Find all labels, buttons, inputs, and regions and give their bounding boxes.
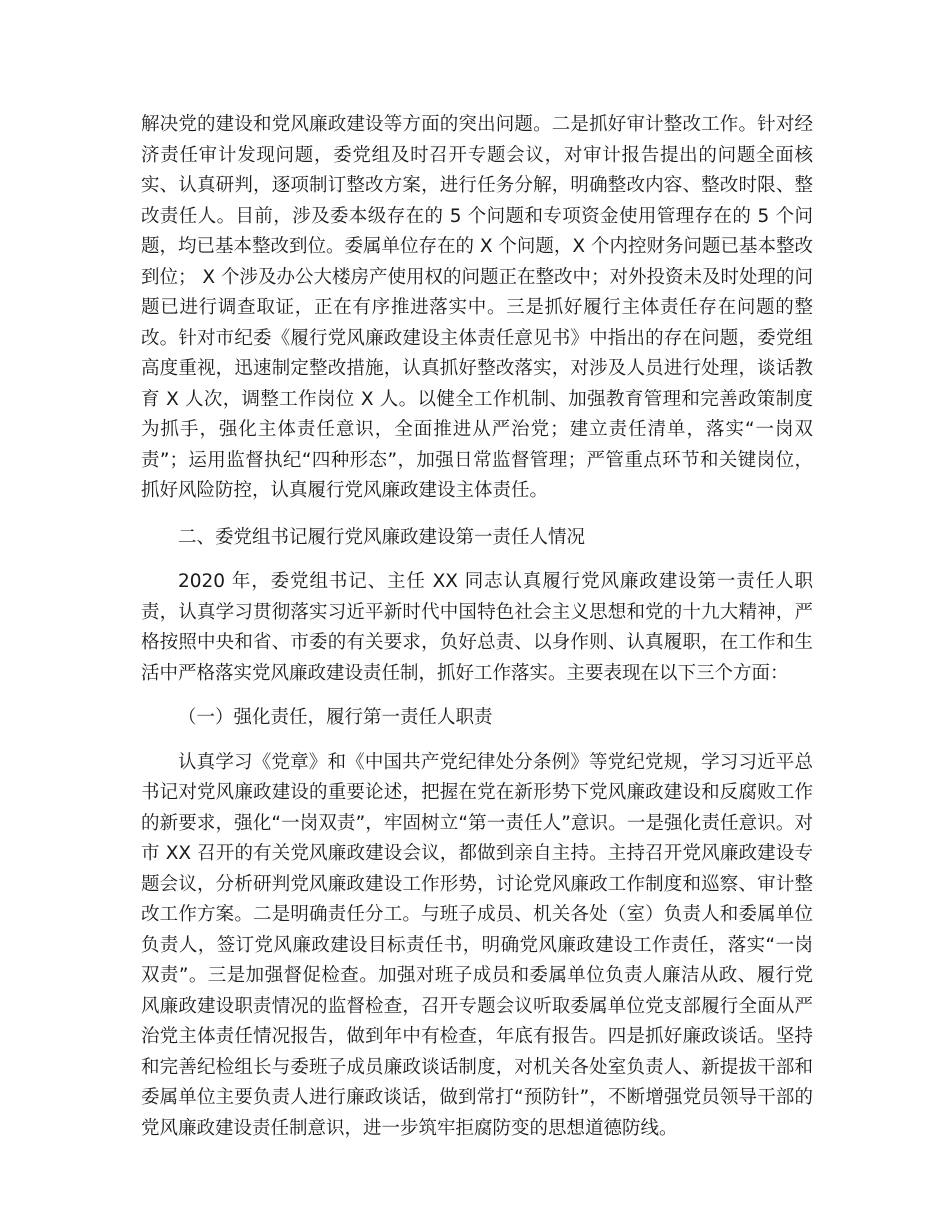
document-body (141, 110, 813, 1144)
section-heading: 二、委党组书记履行党风廉政建设第一责任人情况 (178, 526, 586, 548)
subsection-heading: （一）强化责任，履行第一责任人职责 (178, 707, 493, 728)
paragraph-continuation: 解决党的建设和党风廉政建设等方面的突出问题。二是抓好审计整改工作。针对经济责任审计发现问题，委党组及时召开专题会议，对审计报告提出的问题全面核实、认真研判，逐项制订整改方案，进行任务分解，明确整改内容、整改时限、整改责任人。目前，涉及委本级存在的 5 个问题和专项资金使用管理存在的 5 个问题，均已基本整改到位。委属单位存在的 X 个问题，X 个内控财务问题已基本整改到位； X 个涉及办公大楼房产使用权的问题正在整改中；对外投资未及时处理的问题已进行调查取证，正在有序推进落实中。三是抓好履行主体责任存在问题的整改。针对市纪委《履行党风廉政建设主体责任意见书》中指出的存在问题，委党组高度重视，迅速制定整改措施，认真抓好整改落实，对涉及人员进行处理，谈话教育 X 人次，调整工作岗位 X 人。以健全工作机制、加强教育管理和完善政策制度为抓手，强化主体责任意识，全面推进从严治党；建立责任清单，落实“一岗双责”；运用监督执纪“四种形态”，加强日常监督管理；严管重点环节和关键岗位，抓好风险防控，认真履行党风廉政建设主体责任。 (141, 114, 813, 501)
paragraph-subsection-body: 认真学习《党章》和《中国共产党纪律处分条例》等党纪党规，学习习近平总书记对党风廉政建设的重要论述，把握在党在新形势下党风廉政建设和反腐败工作的新要求，强化“一岗双责”，牢固树立“第一责任人”意识。一是强化责任意识。对市 XX 召开的有关党风廉政建设会议，都做到亲自主持。主持召开党风廉政建设专题会议，分析研判党风廉政建设工作形势，讨论党风廉政工作制度和巡察、审计整改工作方案。二是明确责任分工。与班子成员、机关各处（室）负责人和委属单位负责人，签订党风廉政建设目标责任书，明确党风廉政建设工作责任，落实“一岗双责”。三是加强督促检查。加强对班子成员和委属单位负责人廉洁从政、履行党风廉政建设职责情况的监督检查，召开专题会议听取委属单位党支部履行全面从严治党主体责任情况报告，做到年中有检查，年底有报告。四是抓好廉政谈话。坚持和完善纪检组长与委班子成员廉政谈话制度，对机关各处室负责人、新提拔干部和委属单位主要负责人进行廉政谈话，做到常打“预防针”，不断增强党员领导干部的党风廉政建设责任制意识，进一步筑牢拒腐防变的思想道德防线。 (141, 751, 813, 1139)
paragraph-section-intro: 2020 年，委党组书记、主任 XX 同志认真履行党风廉政建设第一责任人职责，认真学习贯彻落实习近平新时代中国特色社会主义思想和党的十九大精神，严格按照中央和省、市委的有关要求，负好总责、以身作则、认真履职，在工作和生活中严格落实党风廉政建设责任制，抓好工作落实。主要表现在以下三个方面： (141, 571, 813, 684)
